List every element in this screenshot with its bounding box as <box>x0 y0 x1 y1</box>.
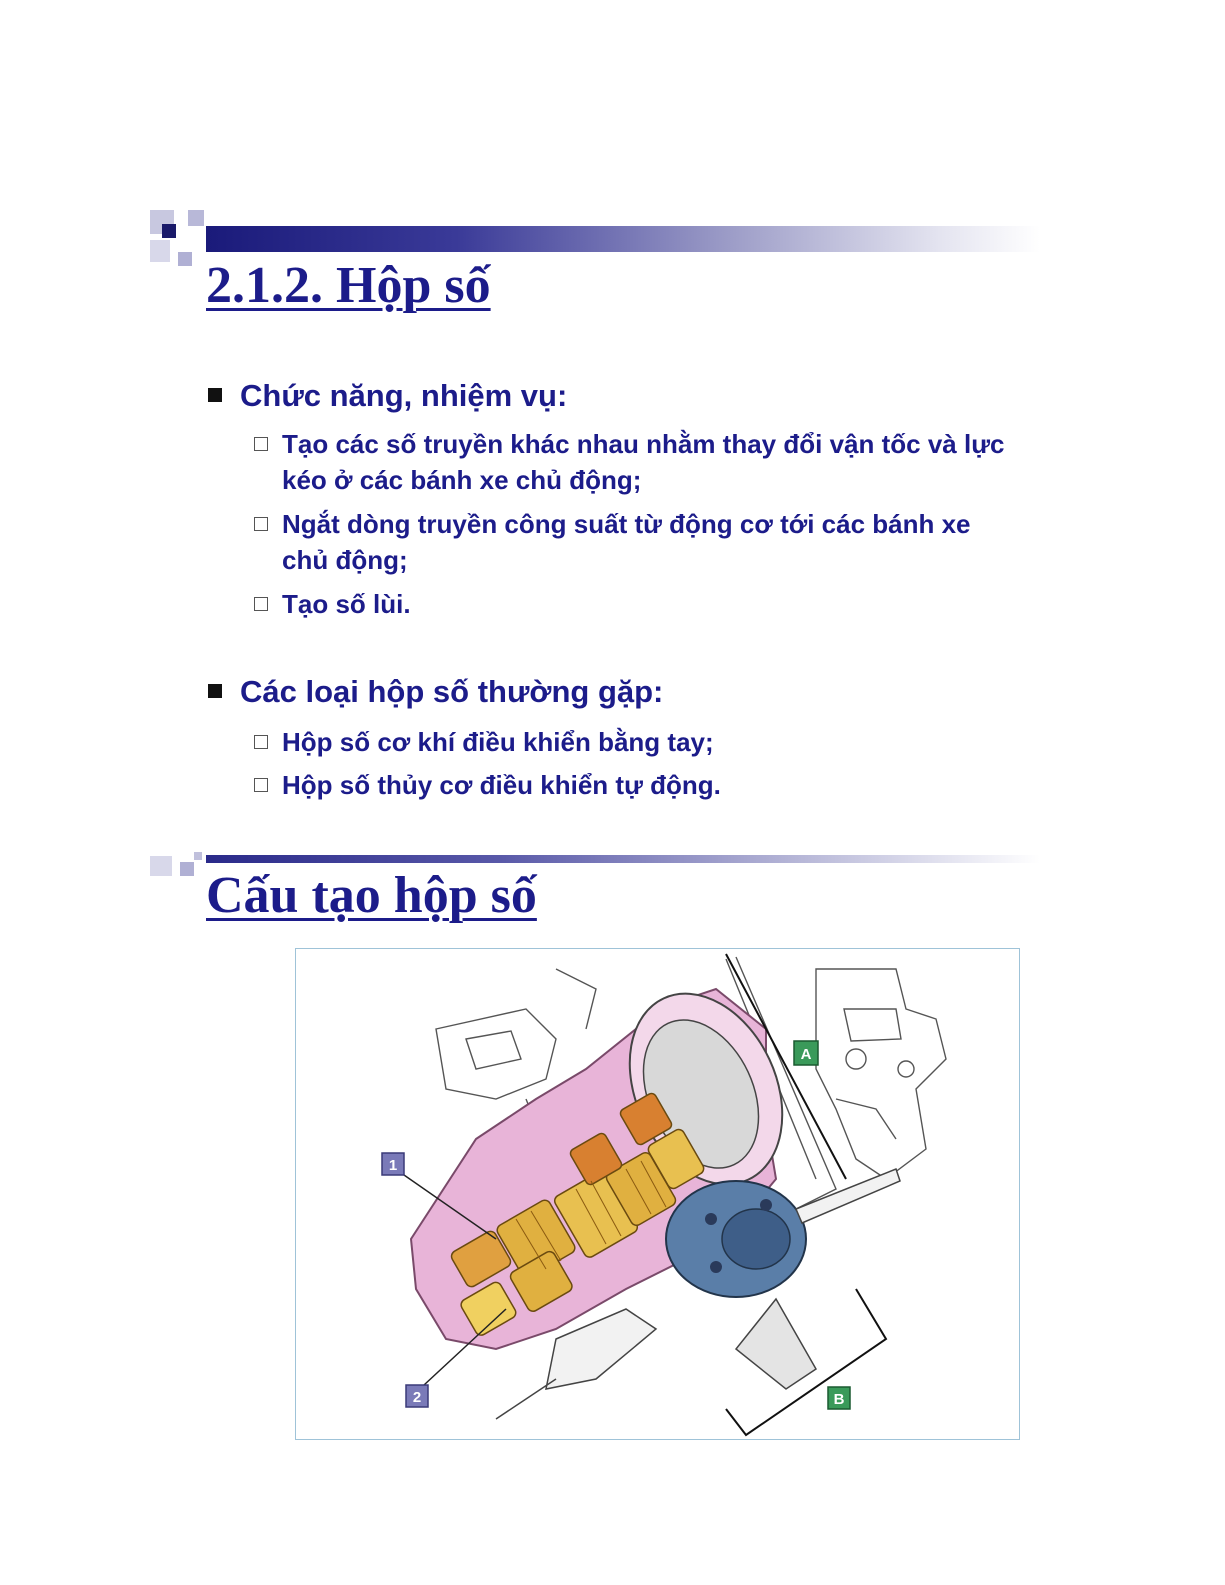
callout-b <box>828 1387 850 1409</box>
checkbox-bullet-icon <box>254 778 268 792</box>
square-bullet-icon <box>208 684 222 698</box>
bullet-label: Chức năng, nhiệm vụ: <box>240 378 568 413</box>
checkbox-bullet-icon <box>254 437 268 451</box>
list-item <box>254 767 1022 803</box>
section-title-cau-tao: Cấu tạo hộp số <box>206 867 537 924</box>
list-item-text: Ngắt dòng truyền công suất từ động cơ tới các bánh xe chủ động; <box>282 509 971 575</box>
gearbox-illustration <box>296 949 1018 1438</box>
list-item-text: Hộp số thủy cơ điều khiển tự động. <box>282 770 721 800</box>
list-item-text: Tạo số lùi. <box>282 589 411 619</box>
list-item <box>254 506 1022 578</box>
callout-2-label: 2 <box>412 1389 422 1406</box>
checkbox-bullet-icon <box>254 517 268 531</box>
bullet-cac-loai <box>208 674 663 710</box>
bullet-label: Các loại hộp số thường gặp: <box>240 674 664 709</box>
checkbox-bullet-icon <box>254 735 268 749</box>
callout-a <box>794 1041 818 1065</box>
list-item-text: Hộp số cơ khí điều khiển bằng tay; <box>282 727 714 757</box>
bullet-chuc-nang <box>208 378 567 414</box>
gearbox-cutaway-figure <box>295 948 1020 1440</box>
callout-1-label: 1 <box>388 1157 398 1174</box>
callout-a-label: A <box>800 1046 812 1063</box>
list-item <box>254 724 1022 760</box>
list-item <box>254 586 1022 622</box>
callout-2 <box>406 1385 428 1407</box>
list-item <box>254 426 1022 498</box>
callout-b-label: B <box>833 1391 845 1408</box>
differential <box>666 1181 806 1297</box>
checkbox-bullet-icon <box>254 597 268 611</box>
section-title-hop-so: 2.1.2. Hộp số <box>206 257 491 314</box>
callout-1 <box>382 1153 404 1175</box>
list-item-text: Tạo các số truyền khác nhau nhằm thay đổi vận tốc và lực kéo ở các bánh xe chủ động; <box>282 429 1005 495</box>
square-bullet-icon <box>208 388 222 402</box>
